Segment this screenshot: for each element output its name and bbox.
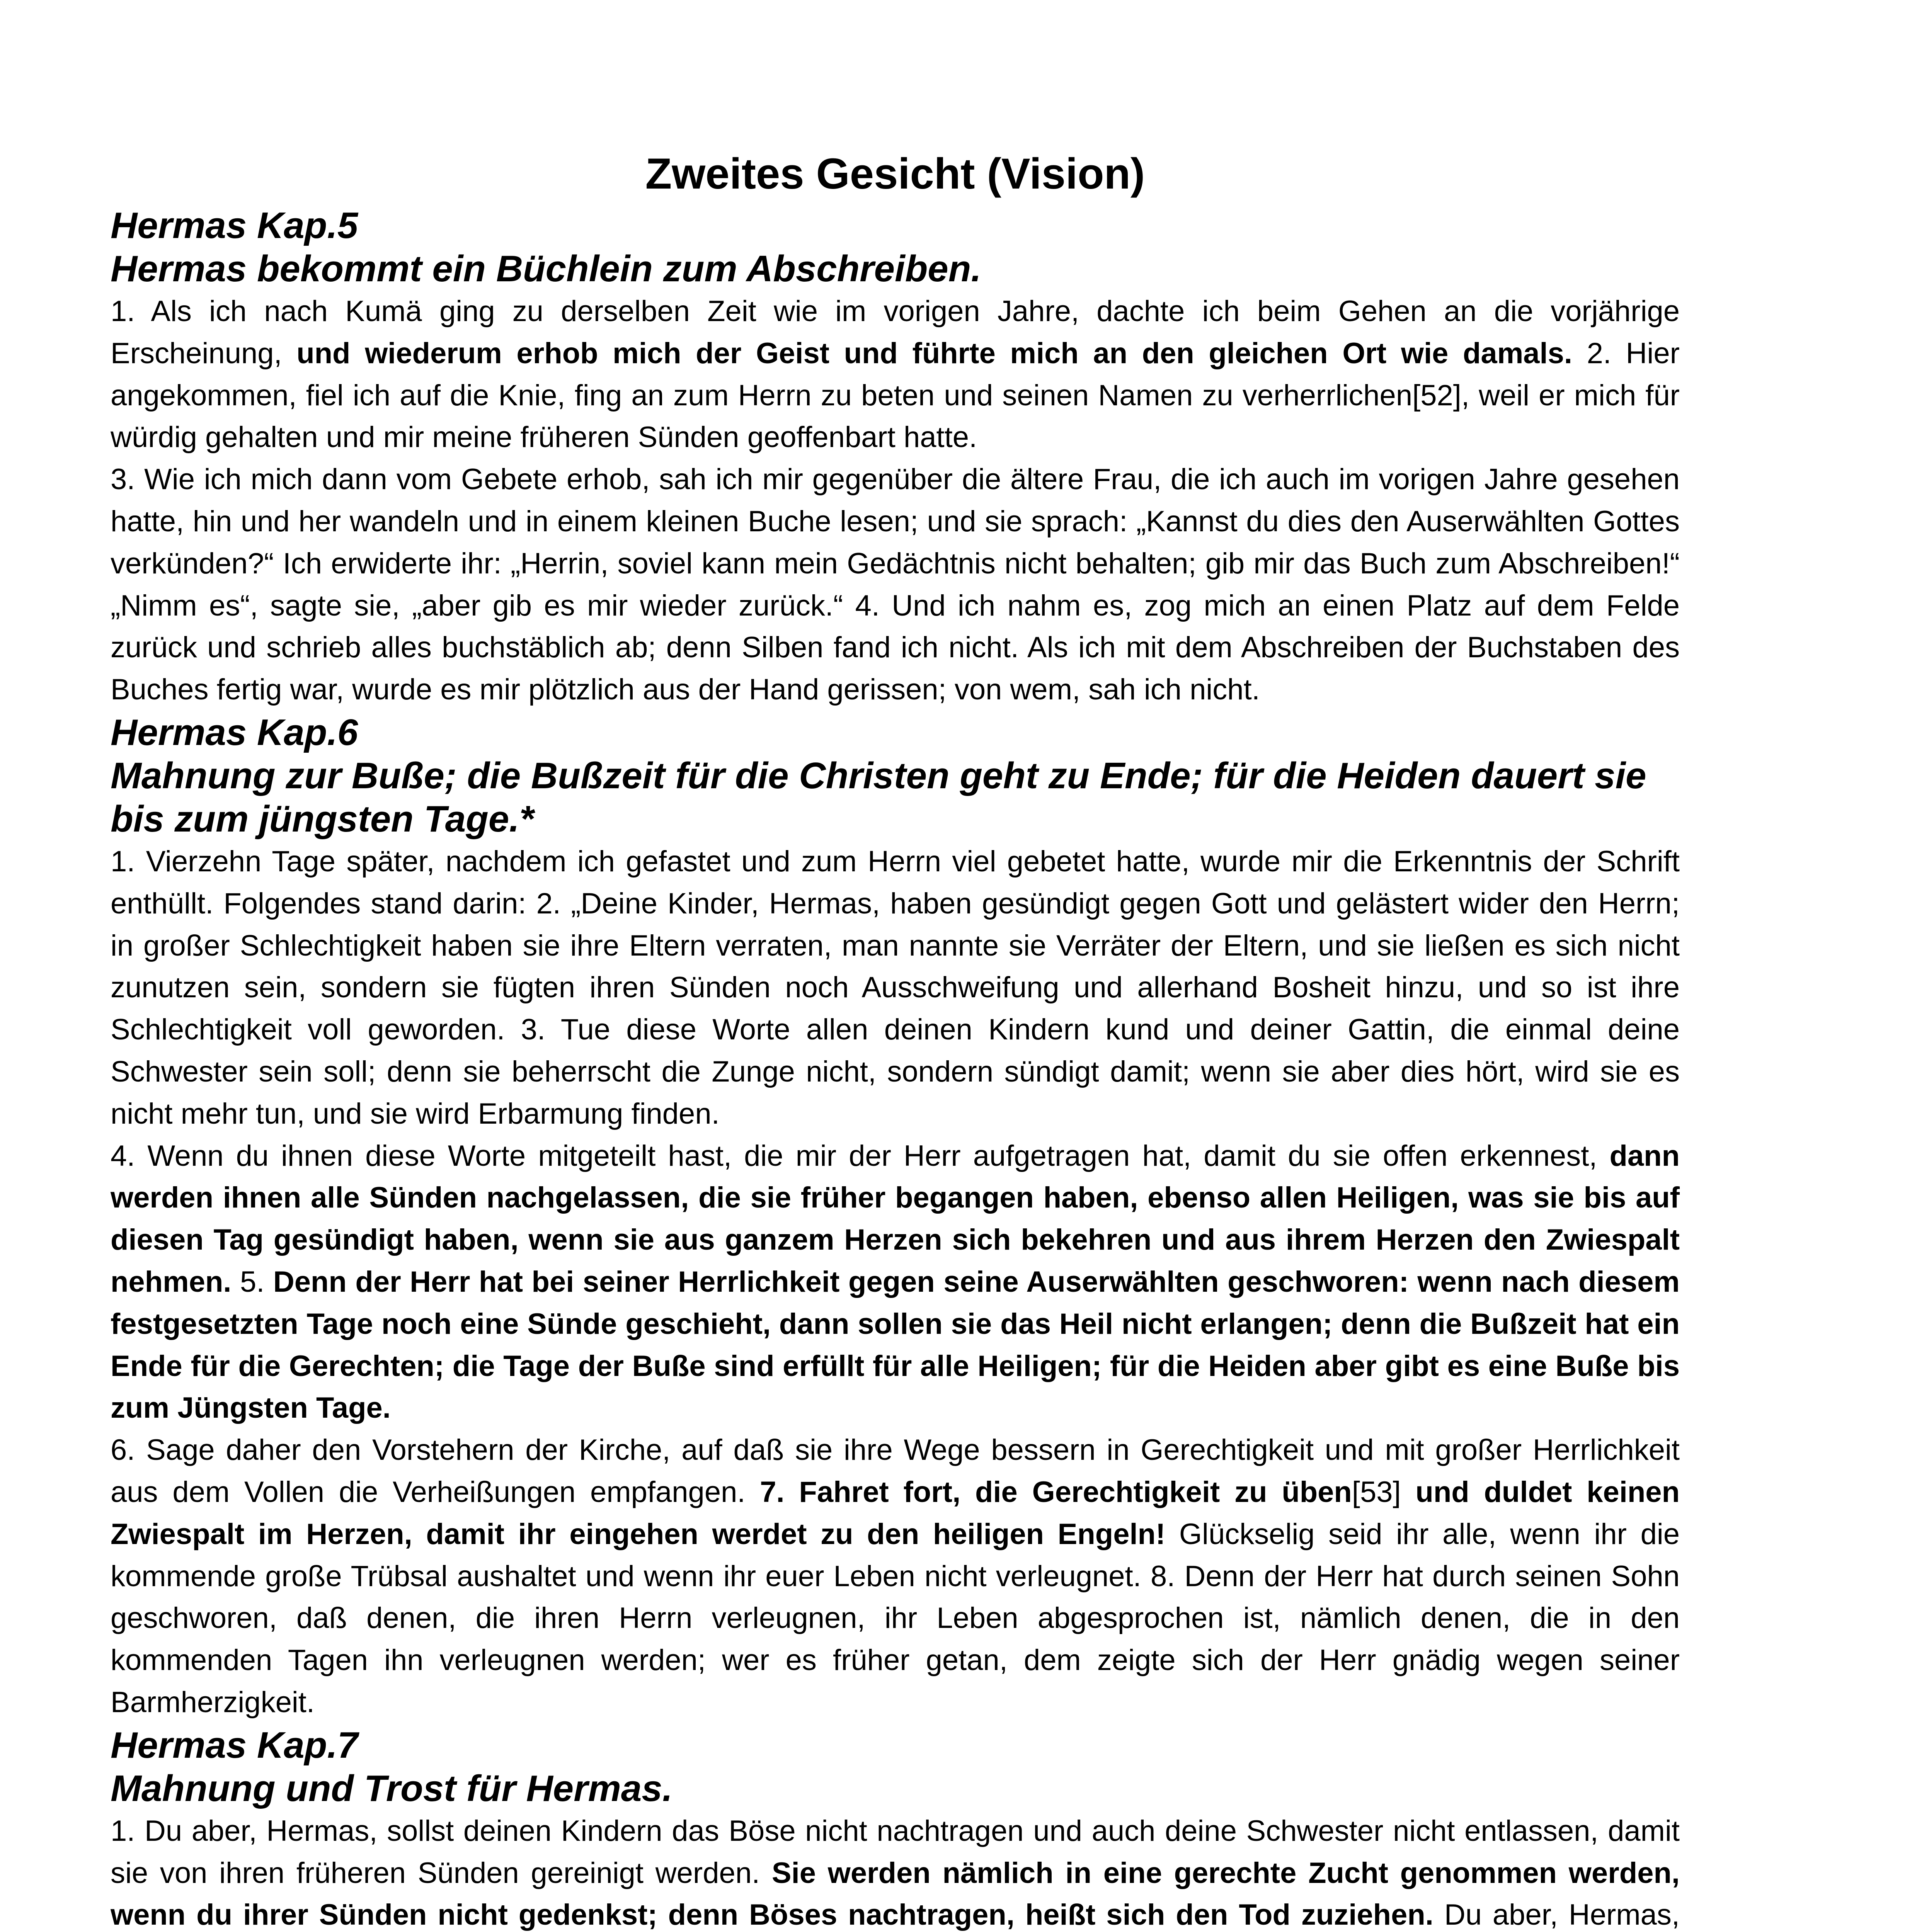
chapter-heading-kap6: Hermas Kap.6 <box>111 711 358 753</box>
text-run: Du aber, Hermas, <box>1444 1898 1680 1932</box>
bold-run: Sie werden nämlich in eine gerechte Zucht genommen werden, wenn du ihrer Sünden nicht gedenkst; denn Böses nachtragen, heißt sich den Tod zuziehen. <box>111 1856 1680 1932</box>
chapter-subheading-kap5: Hermas bekommt ein Büchlein zum Abschreiben. <box>111 248 981 289</box>
paragraph-kap6-1: 1. Vierzehn Tage später, nachdem ich gefastet und zum Herrn viel gebetet hatte, wurde mir die Erkenntnis der Schrift enthüllt. Folgendes stand darin: 2. „Deine Kinder, Hermas, haben gesündigt gegen Gott und gelästert wider den Herrn; in großer Schlechtigkeit haben sie ihre Eltern verraten, man nannte sie Verräter der Eltern, und sie ließen es sich nicht zunutzen sein, sondern sie fügten ihren Sünden noch Ausschweifung und allerhand Bosheit hinzu, und so ist ihre Schlechtigkeit voll geworden. 3. Tue diese Worte allen deinen Kindern kund und deiner Gattin, die einmal deine Schwester sein soll; denn sie beherrscht die Zunge nicht, sondern sündigt damit; wenn sie aber dies hört, wird sie es nicht mehr tun, und sie wird Erbarmung finden. <box>111 845 1680 1130</box>
bold-run: und wiederum erhob mich der Geist und führte mich an den gleichen Ort wie damals. <box>296 337 1573 370</box>
document-page <box>111 147 1680 1932</box>
page-title: Zweites Gesicht (Vision) <box>645 150 1145 198</box>
bold-run: 7. Fahret fort, die Gerechtigkeit zu üben <box>760 1475 1352 1509</box>
paragraph-kap7-1 <box>111 1810 1680 1932</box>
text-run: 6. Sage daher den Vorstehern der Kirche, auf daß sie ihre Wege bessern in Gerechtigkeit und mit großer Herrlichkeit aus dem Vollen die Verheißungen empfangen. <box>111 1434 1680 1509</box>
text-run: 4. Wenn du ihnen diese Worte mitgeteilt hast, die mir der Herr aufgetragen hat, damit du sie offen erkennest, <box>111 1139 1610 1172</box>
text-run: 1. Du aber, Hermas, sollst deinen Kindern das Böse nicht nachtragen und auch deine Schwester nicht entlassen, damit sie von ihren früheren Sünden gereinigt werden. <box>111 1814 1680 1889</box>
chapter-heading-kap5: Hermas Kap.5 <box>111 205 358 246</box>
bold-run: und duldet keinen Zwiespalt im Herzen, damit ihr eingehen werdet zu den heiligen Engeln! <box>111 1475 1680 1551</box>
text-run: 5. <box>231 1265 273 1298</box>
chapter-heading-kap7: Hermas Kap.7 <box>111 1724 358 1766</box>
chapter-subheading-kap6: Mahnung zur Buße; die Bußzeit für die Christen geht zu Ende; für die Heiden dauert sie bis zum jüngsten Tage.* <box>111 755 1646 840</box>
bold-run: dann werden ihnen alle Sünden nachgelassen, die sie früher begangen haben, ebenso allen Heiligen, was sie bis auf diesen Tag gesündigt haben, wenn sie aus ganzem Herzen sich bekehren und aus ihrem Herzen den Zwiespalt nehmen. <box>111 1139 1680 1298</box>
text-run: Glückselig seid ihr alle, wenn ihr die kommende große Trübsal aushaltet und wenn ihr euer Leben nicht verleugnet. 8. Denn der Herr hat durch seinen Sohn geschworen, daß denen, die ihren Herrn verleugnen, ihr Leben abgesprochen ist, nämlich denen, die in den kommenden Tagen ihn verleugnen werden; wer es früher getan, dem zeigte sich der Herr gnädig wegen seiner Barmherzigkeit. <box>111 1517 1680 1719</box>
paragraph-kap5-2: 3. Wie ich mich dann vom Gebete erhob, sah ich mir gegenüber die ältere Frau, die ich auch im vorigen Jahre gesehen hatte, hin und her wandeln und in einem kleinen Buche lesen; und sie sprach: „Kannst du dies den Auserwählten Gottes verkünden?“ Ich erwiderte ihr: „Herrin, soviel kann mein Gedächtnis nicht behalten; gib mir das Buch zum Abschreiben!“ „Nimm es“, sagte sie, „aber gib es mir wieder zurück.“ 4. Und ich nahm es, zog mich an einen Platz auf dem Felde zurück und schrieb alles buchstäblich ab; denn Silben fand ich nicht. Als ich mit dem Abschreiben der Buchstaben des Buches fertig war, wurde es mir plötzlich aus der Hand gerissen; von wem, sah ich nicht. <box>111 463 1680 706</box>
chapter-subheading-kap7: Mahnung und Trost für Hermas. <box>111 1767 673 1809</box>
paragraph-kap5-1 <box>111 291 1680 459</box>
bold-run: Denn der Herr hat bei seiner Herrlichkeit gegen seine Auserwählten geschworen: wenn nach diesem festgesetzten Tage noch eine Sünde geschieht, dann sollen sie das Heil nicht erlangen; denn die Bußzeit hat ein Ende für die Gerechten; die Tage der Buße sind erfüllt für alle Heiligen; für die Heiden aber gibt es eine Buße bis zum Jüngsten Tage. <box>111 1265 1680 1425</box>
footnote-ref-53: [53] <box>1352 1475 1416 1509</box>
paragraph-kap6-3 <box>111 1429 1680 1724</box>
paragraph-kap6-2 <box>111 1135 1680 1430</box>
text-run: 2. Hier angekommen, fiel ich auf die Knie, fing an zum Herrn zu beten und seinen Namen zu verherrlichen[52], weil er mich für würdig gehalten und mir meine früheren Sünden geoffenbart hatte. <box>111 337 1680 454</box>
text-run: 1. Als ich nach Kumä ging zu derselben Zeit wie im vorigen Jahre, dachte ich beim Gehen an die vorjährige Erscheinung, <box>111 295 1680 370</box>
